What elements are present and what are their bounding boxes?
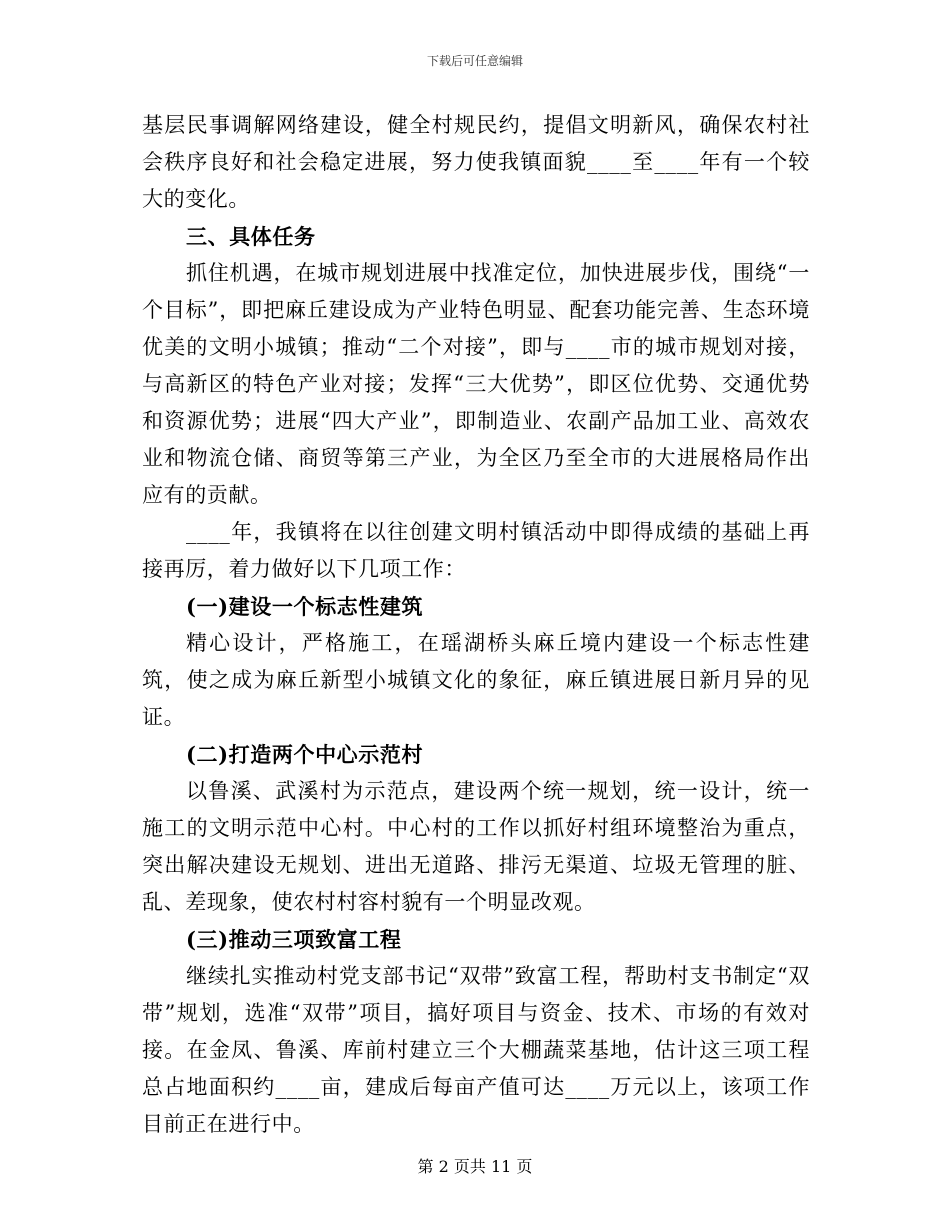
header-note: 下载后可任意编辑 [426, 54, 523, 68]
page-number: 第 2 页共 11 页 [417, 1157, 533, 1176]
year-plan-paragraph: ____年，我镇将在以往创建文明村镇活动中即得成绩的基础上再接再厉，着力做好以下几项工作： [142, 520, 810, 581]
item-paragraph-landmark: 精心设计，严格施工，在瑶湖桥头麻丘境内建设一个标志性建筑，使之成为麻丘新型小城镇文化的象征，麻丘镇进展日新月异的见证。 [142, 631, 810, 729]
tasks-paragraph: 抓住机遇，在城市规划进展中找准定位，加快进展步伐，围绕“一个目标”，即把麻丘建设成为产业特色明显、配套功能完善、生态环境优美的文明小城镇；推动“二个对接”，即与____市的城市规划对接，与高新区的特色产业对接；发挥“三大优势”，即区位优势、交通优势和资源优势；进展“四大产业”，即制造业、农副产品加工业、高效农业和物流仓储、商贸等第三产业，为全区乃至全市的大进展格局作出应有的贡献。 [142, 261, 810, 507]
section-heading-specific-tasks: 三、具体任务 [186, 224, 316, 249]
intro-paragraph: 基层民事调解网络建设，健全村规民约，提倡文明新风，确保农村社会秩序良好和社会稳定进展，努力使我镇面貌____至____年有一个较大的变化。 [142, 113, 810, 211]
item-paragraph-demo-villages: 以鲁溪、武溪村为示范点，建设两个统一规划，统一设计，统一施工的文明示范中心村。中心村的工作以抓好村组环境整治为重点，突出解决建设无规划、进出无道路、排污无渠道、垃圾无管理的脏、乱、差现象，使农村村容村貌有一个明显改观。 [142, 779, 810, 914]
item-heading-demo-villages: (二)打造两个中心示范村 [186, 742, 424, 767]
item-heading-landmark: (一)建设一个标志性建筑 [186, 594, 424, 619]
item-paragraph-prosperity-projects: 继续扎实推动村党支部书记“双带”致富工程，帮助村支书制定“双带”规划，选准“双带”项目，搞好项目与资金、技术、市场的有效对接。在金凤、鲁溪、库前村建立三个大棚蔬菜基地，估计这三项工程总占地面积约____亩，建成后每亩产值可达____万元以上，该项工作目前正在进行中。 [142, 964, 810, 1136]
document-body [142, 107, 810, 1143]
item-heading-prosperity-projects: (三)推动三项致富工程 [186, 927, 402, 952]
